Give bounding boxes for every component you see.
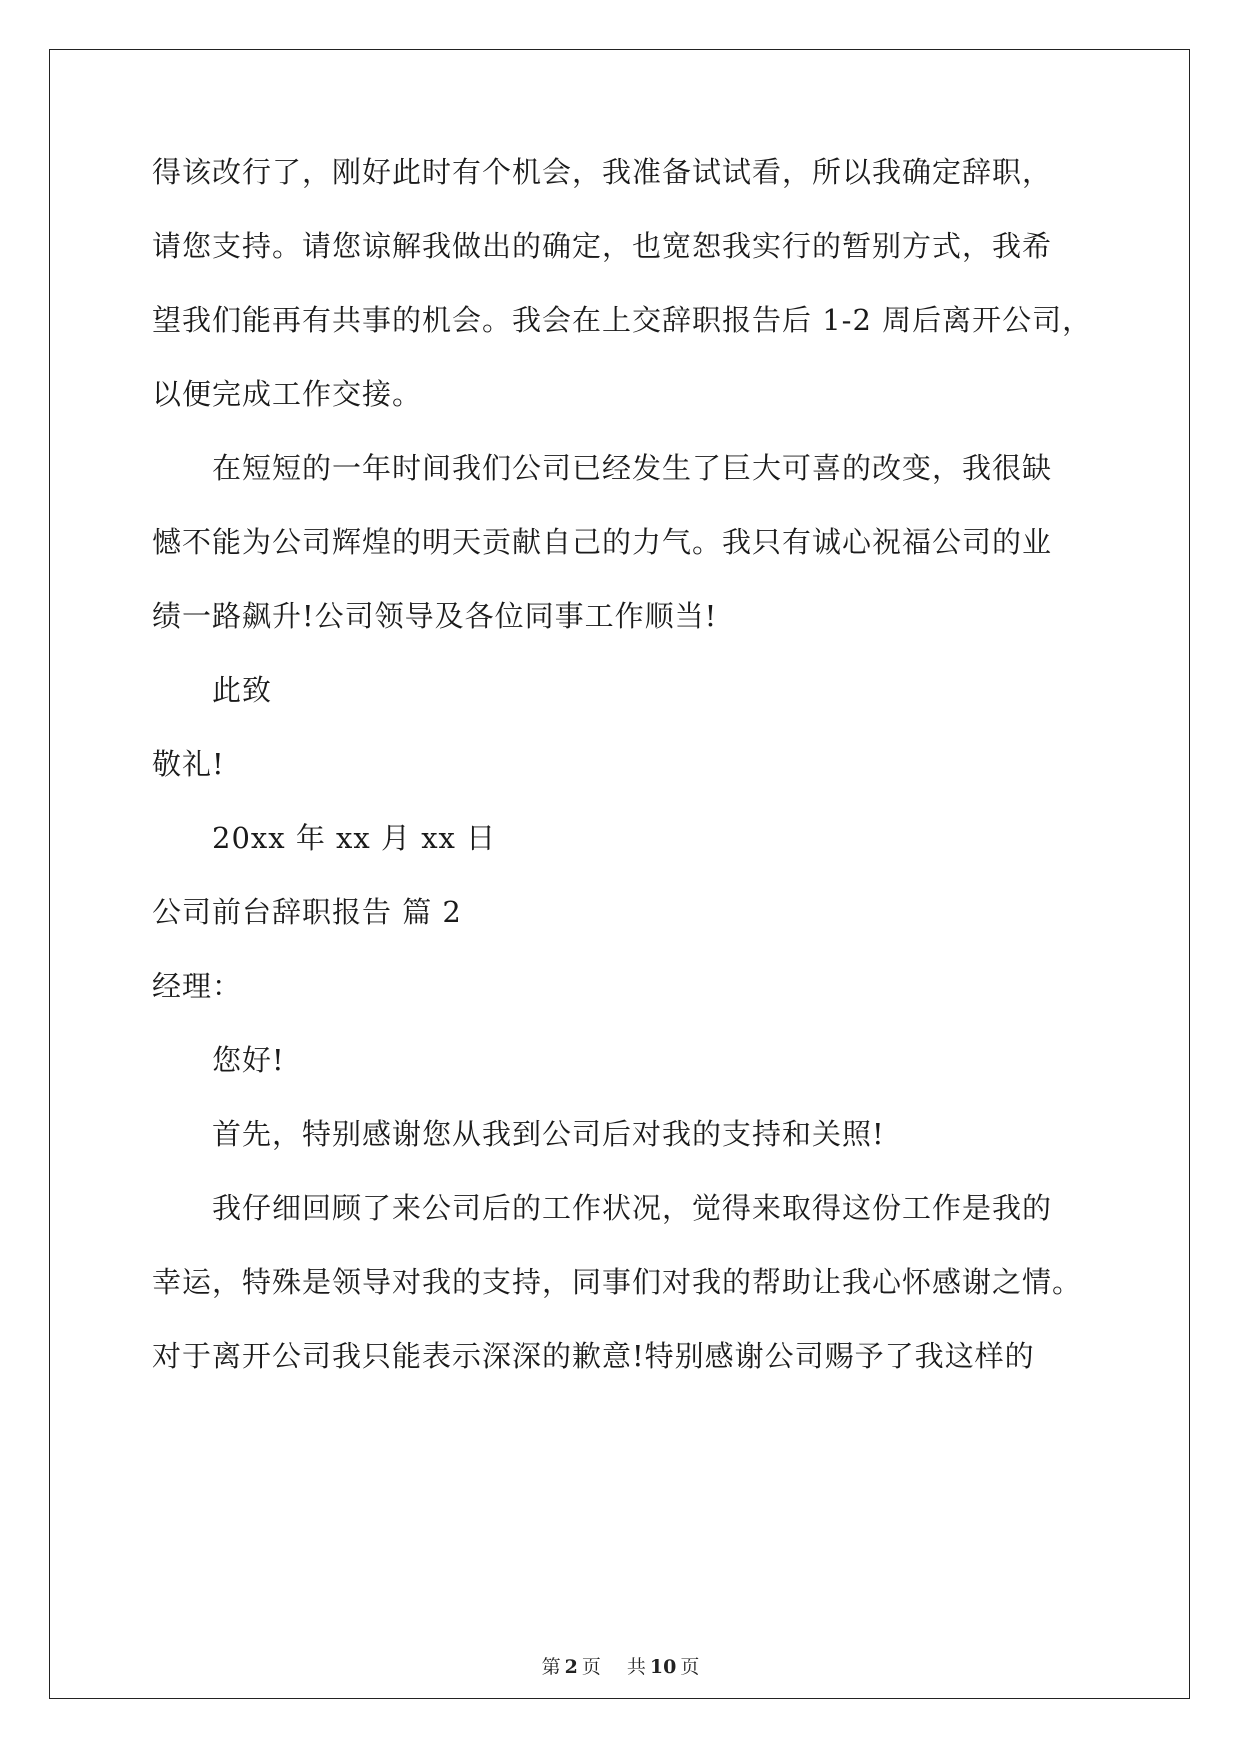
- recipient-line: 经理：: [152, 969, 243, 1003]
- page-number: 2: [564, 1656, 578, 1678]
- body-line-6: 憾不能为公司辉煌的明天贡献自己的力气。我只有诚心祝福公司的业: [152, 525, 1053, 559]
- page-prefix: 第: [541, 1656, 561, 1678]
- body-line-10: 幸运，特殊是领导对我的支持，同事们对我的帮助让我心怀感谢之情。: [152, 1265, 1083, 1299]
- page-suffix: 页: [581, 1656, 601, 1678]
- total-suffix: 页: [680, 1656, 700, 1678]
- body-line-9: 我仔细回顾了来公司后的工作状况，觉得来取得这份工作是我的: [212, 1191, 1053, 1225]
- closing-salutation: 此致: [212, 673, 273, 707]
- body-line-1: 得该改行了，刚好此时有个机会，我准备试试看，所以我确定辞职，: [152, 155, 1053, 189]
- body-line-11: 对于离开公司我只能表示深深的歉意!特别感谢公司赐予了我这样的: [152, 1339, 1035, 1373]
- section-heading: 公司前台辞职报告 篇 2: [152, 895, 462, 929]
- body-line-8: 首先，特别感谢您从我到公司后对我的支持和关照!: [212, 1117, 885, 1151]
- page-footer: [0, 1655, 1241, 1679]
- body-line-3: 望我们能再有共事的机会。我会在上交辞职报告后 1-2 周后离开公司，: [152, 303, 1093, 337]
- total-pages: 10: [649, 1656, 677, 1678]
- closing-regards: 敬礼!: [152, 747, 225, 781]
- total-prefix: 共: [626, 1656, 646, 1678]
- body-line-5: 在短短的一年时间我们公司已经发生了巨大可喜的改变，我很缺: [212, 451, 1053, 485]
- body-line-7: 绩一路飙升!公司领导及各位同事工作顺当!: [152, 599, 718, 633]
- body-line-4: 以便完成工作交接。: [152, 377, 423, 411]
- body-line-2: 请您支持。请您谅解我做出的确定，也宽恕我实行的暂别方式，我希: [152, 229, 1053, 263]
- greeting-line: 您好!: [212, 1043, 285, 1077]
- date-line: 20xx 年 xx 月 xx 日: [212, 821, 497, 855]
- page-border: [49, 49, 1190, 1699]
